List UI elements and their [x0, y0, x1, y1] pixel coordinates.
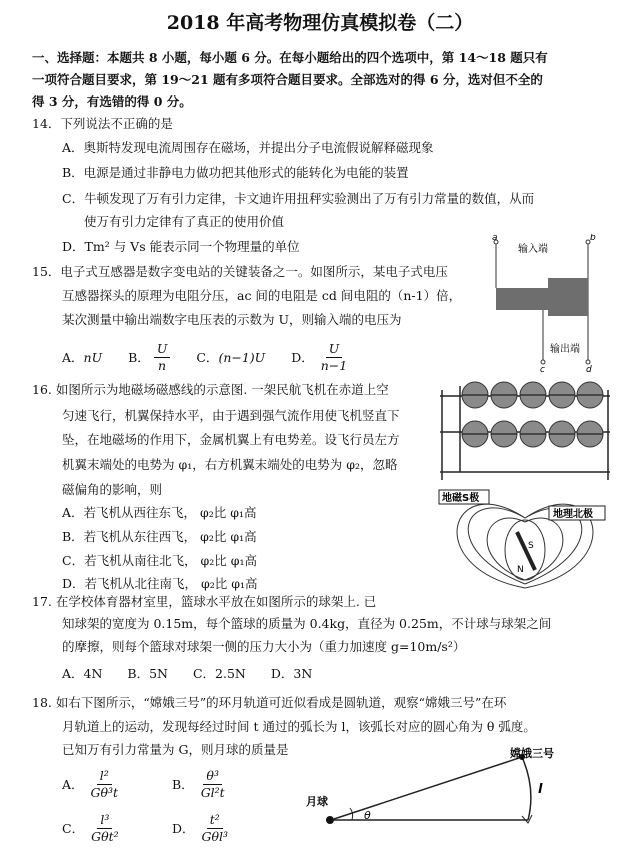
q15-option-d-fraction: [318, 341, 350, 374]
q18-stem-line1: 18. 如右下图所示，“嫦娥三号”的环月轨道可近似看成是圆轨道，观察“嫦娥三号”在环: [32, 695, 507, 710]
instruction-line: 得 3 分，有选错的得 0 分。: [32, 94, 192, 109]
q14-option-b: B．电源是通过非静电力做功把其他形式的能转化为电能的装置: [62, 165, 409, 180]
label-probe: 嫦娥三号: [510, 747, 554, 760]
q17-stem-line1: 17. 在学校体育器材室里，篮球水平放在如图所示的球架上. 已: [32, 594, 377, 609]
resistor-block: [496, 278, 588, 316]
label-theta: θ: [364, 809, 371, 822]
label-a: a: [492, 234, 498, 243]
q15-stem-line1: 15．电子式互感器是数字变电站的关键装备之一。如图所示，某电子式电压: [32, 264, 448, 279]
q16-stem-line2: 匀速飞行，机翼保持水平，由于遇到强气流作用使飞机竖直下: [62, 408, 400, 423]
q18-stem-line2: 月轨道上的运动，发现每经过时间 t 通过的弧长为 l，该弧长对应的圆心角为 θ 弧度。: [62, 719, 536, 734]
q15-option-c-label: C．: [196, 350, 219, 365]
q16-option-d: D．若飞机从北往南飞， φ₂比 φ₁高: [62, 576, 258, 591]
q18-option-d: [172, 808, 235, 848]
fraction-denominator: Gl²t: [200, 784, 225, 800]
fraction-denominator: n−1: [320, 357, 348, 373]
option-label: D．: [172, 821, 195, 836]
q15-option-b-label: B．: [128, 350, 150, 365]
q17-options: A．4N B．5N C．2.5N D．3N: [62, 666, 313, 681]
option-fraction: [88, 768, 122, 801]
section-instructions: [32, 47, 612, 113]
fraction-numerator: t²: [207, 812, 223, 829]
label-magnetic-s-pole: 地磁S极: [442, 493, 480, 504]
q15-options: [62, 336, 354, 378]
q15-option-c-value: (n−1)U: [218, 349, 266, 365]
q15-option-d-label: D．: [291, 350, 314, 365]
label-b: b: [590, 234, 596, 243]
q16-stem-line5: 磁偏角的影响，则: [62, 482, 163, 497]
fraction-numerator: U: [326, 341, 343, 358]
label-geographic-north: 地理北极: [553, 509, 593, 520]
q16-stem-line3: 坠，在地磁场的作用下，金属机翼上有电势差。设飞行员左方: [62, 432, 400, 447]
fraction-denominator: Gθ³t: [90, 784, 119, 800]
q14-stem: 14．下列说法不正确的是: [32, 116, 173, 131]
q14-option-d: D．Tm² 与 Vs 能表示同一个物理量的单位: [62, 239, 300, 254]
fraction-denominator: Gθt²: [91, 828, 119, 844]
q15-option-a-value: nU: [83, 349, 103, 365]
q17-stem-line2: 知球架的宽度为 0.15m，每个篮球的质量为 0.4kg，直径为 0.25m，不计球与球架之间: [62, 616, 552, 631]
q18-option-b: [172, 764, 232, 804]
option-fraction: [199, 812, 232, 845]
q15-stem-line2: 互感器探头的原理为电阻分压，ac 间的电阻是 cd 间电阻的（n-1）倍，: [62, 288, 462, 303]
label-arc-length: l: [538, 782, 543, 797]
option-label: C．: [62, 821, 85, 836]
fraction-numerator: l³: [97, 812, 112, 829]
q18-stem-line3: 已知万有引力常量为 G，则月球的质量是: [62, 742, 289, 757]
geomagnetic-field-figure: [425, 488, 625, 598]
label-moon: 月球: [306, 795, 328, 808]
q14-option-c-line2: 使万有引力定律有了真正的使用价值: [84, 214, 285, 229]
label-input: 输入端: [518, 244, 548, 255]
q17-stem-line3: 的摩擦，则每个篮球对球架一侧的压力大小为（重力加速度 g=10m/s²）: [62, 639, 466, 654]
option-label: B．: [172, 777, 194, 792]
basketball-rack-figure: [430, 380, 620, 485]
q16-stem-line4: 机翼末端处的电势为 φ₁，右方机翼末端处的电势为 φ₂，忽略: [62, 457, 398, 472]
lunar-orbit-figure: [300, 745, 580, 840]
fraction-numerator: l²: [97, 768, 112, 785]
q15-option-b-fraction: [154, 341, 171, 374]
label-output: 输出端: [550, 344, 580, 355]
option-fraction: [198, 768, 228, 801]
orbit-arc: [522, 757, 531, 820]
q15-divider-figure: [488, 234, 608, 372]
label-S: S: [528, 541, 534, 551]
fraction-numerator: U: [154, 341, 171, 358]
page-title: 2018 年高考物理仿真模拟卷（二）: [166, 12, 474, 34]
option-fraction: [88, 812, 122, 845]
q18-option-c: [62, 808, 126, 848]
radius-line: [334, 757, 522, 819]
q16-option-a: A．若飞机从西往东飞， φ₂比 φ₁高: [62, 505, 257, 520]
label-N: N: [517, 565, 524, 575]
q16-stem-line1: 16. 如图所示为地磁场磁感线的示意图. 一架民航飞机在赤道上空: [32, 382, 389, 397]
fraction-denominator: n: [158, 357, 167, 373]
instruction-line: 一、选择题：本题共 8 小题，每小题 6 分。在每小题给出的四个选项中，第 14～18 题只有: [32, 50, 548, 65]
q15-stem-line3: 某次测量中输出端数字电压表的示数为 U，则输入端的电压为: [62, 312, 402, 327]
terminal-c: [541, 360, 545, 364]
moon-center: [326, 816, 334, 824]
q14-option-a: A．奥斯特发现电流周围存在磁场，并提出分子电流假说解释磁现象: [62, 140, 434, 155]
q16-option-b: B．若飞机从东往西飞， φ₂比 φ₁高: [62, 529, 257, 544]
q18-option-a: [62, 764, 125, 804]
q14-option-c-line1: C．牛顿发现了万有引力定律，卡文迪许用扭秤实验测出了万有引力常量的数值，从而: [62, 191, 535, 206]
option-label: A．: [62, 777, 84, 792]
fraction-numerator: θ³: [203, 768, 222, 785]
instruction-line: 一项符合题目要求，第 19～21 题有多项符合题目要求。全部选对的得 6 分，选对但不全的: [32, 72, 543, 87]
q15-option-a-label: A．: [62, 350, 84, 365]
arrow-head: [522, 815, 532, 823]
q16-option-c: C．若飞机从南往北飞， φ₂比 φ₁高: [62, 553, 258, 568]
label-d: d: [586, 365, 592, 372]
label-c: c: [540, 365, 545, 372]
terminal-d: [586, 360, 590, 364]
fraction-denominator: Gθl³: [201, 828, 229, 844]
